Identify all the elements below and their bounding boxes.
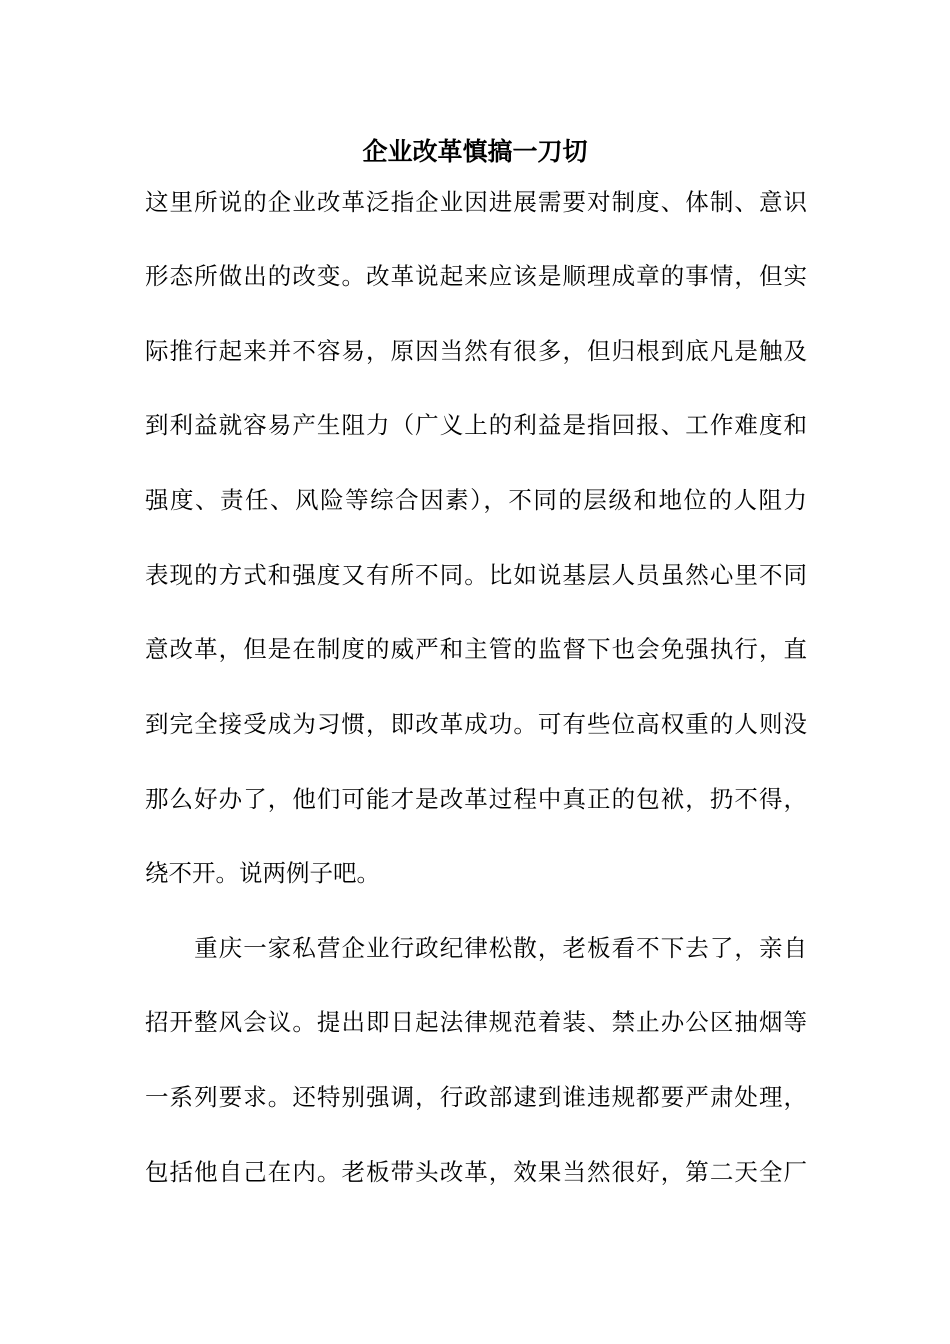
paragraph-1-line: 绕不开。说两例子吧。 bbox=[145, 859, 380, 887]
paragraph-1-line: 这里所说的企业改革泛指企业因进展需要对制度、体制、意识 bbox=[145, 188, 807, 216]
paragraph-1-line: 到利益就容易产生阻力（广义上的利益是指回报、工作难度和 bbox=[145, 411, 807, 439]
paragraph-1-line: 表现的方式和强度又有所不同。比如说基层人员虽然心里不同 bbox=[145, 561, 807, 589]
paragraph-2-line: 一系列要求。还特别强调，行政部逮到谁违规都要严肃处理， bbox=[145, 1083, 807, 1111]
document-title: 企业改革慎搞一刀切 bbox=[362, 137, 588, 166]
paragraph-2-line: 重庆一家私营企业行政纪律松散，老板看不下去了，亲自 bbox=[145, 934, 807, 962]
paragraph-2-line: 包括他自己在内。老板带头改革，效果当然很好，第二天全厂 bbox=[145, 1158, 807, 1186]
paragraph-1-line: 那么好办了，他们可能才是改革过程中真正的包袱，扔不得， bbox=[145, 785, 807, 813]
paragraph-1-line: 到完全接受成为习惯，即改革成功。可有些位高权重的人则没 bbox=[145, 710, 807, 738]
paragraph-2-line: 招开整风会议。提出即日起法律规范着装、禁止办公区抽烟等 bbox=[145, 1008, 807, 1036]
paragraph-1-line: 际推行起来并不容易，原因当然有很多，但归根到底凡是触及 bbox=[145, 337, 807, 365]
paragraph-1-line: 意改革，但是在制度的威严和主管的监督下也会免强执行，直 bbox=[145, 635, 807, 663]
paragraph-1-line: 形态所做出的改变。改革说起来应该是顺理成章的事情，但实 bbox=[145, 262, 807, 290]
paragraph-1-line: 强度、责任、风险等综合因素），不同的层级和地位的人阻力 bbox=[145, 486, 807, 514]
